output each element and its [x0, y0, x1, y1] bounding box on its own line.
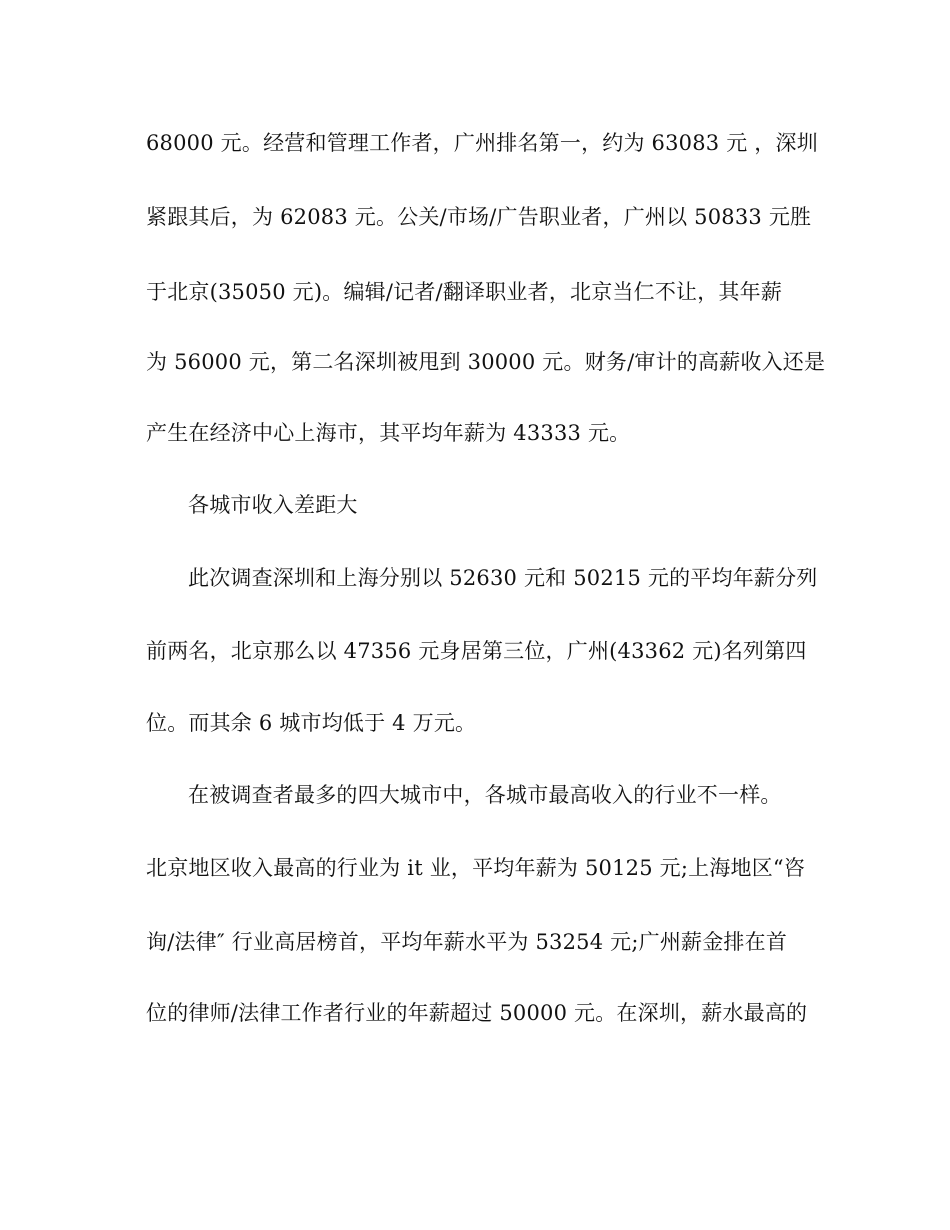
body-text-line: 紧跟其后，为 62083 元。公关/市场/广告职业者，广州以 50833 元胜 [146, 205, 812, 229]
section-heading: 各城市收入差距大 [188, 493, 358, 517]
body-text-line: 北京地区收入最高的行业为 it 业，平均年薪为 50125 元;上海地区“咨 [146, 856, 806, 880]
body-text-line: 68000 元。经营和管理工作者，广州排名第一，约为 63083 元 ，深圳 [146, 131, 818, 155]
body-text-line: 位。而其余 6 城市均低于 4 万元。 [146, 711, 477, 735]
body-text-line: 于北京(35050 元)。编辑/记者/翻译职业者，北京当仁不让，其年薪 [146, 280, 783, 304]
body-text-line: 此次调查深圳和上海分别以 52630 元和 50215 元的平均年薪分列 [188, 566, 818, 590]
body-text-line: 前两名，北京那么以 47356 元身居第三位，广州(43362 元)名列第四 [146, 639, 807, 663]
body-text-line: 位的律师/法律工作者行业的年薪超过 50000 元。在深圳，薪水最高的 [146, 1001, 808, 1025]
body-text-line: 在被调查者最多的四大城市中，各城市最高收入的行业不一样。 [188, 783, 782, 807]
body-text-line: 询/法律″ 行业高居榜首，平均年薪水平为 53254 元;广州薪金排在首 [146, 930, 788, 954]
body-text-line: 为 56000 元，第二名深圳被甩到 30000 元。财务/审计的高薪收入还是 [146, 350, 826, 374]
body-text-line: 产生在经济中心上海市，其平均年薪为 43333 元。 [146, 421, 631, 445]
